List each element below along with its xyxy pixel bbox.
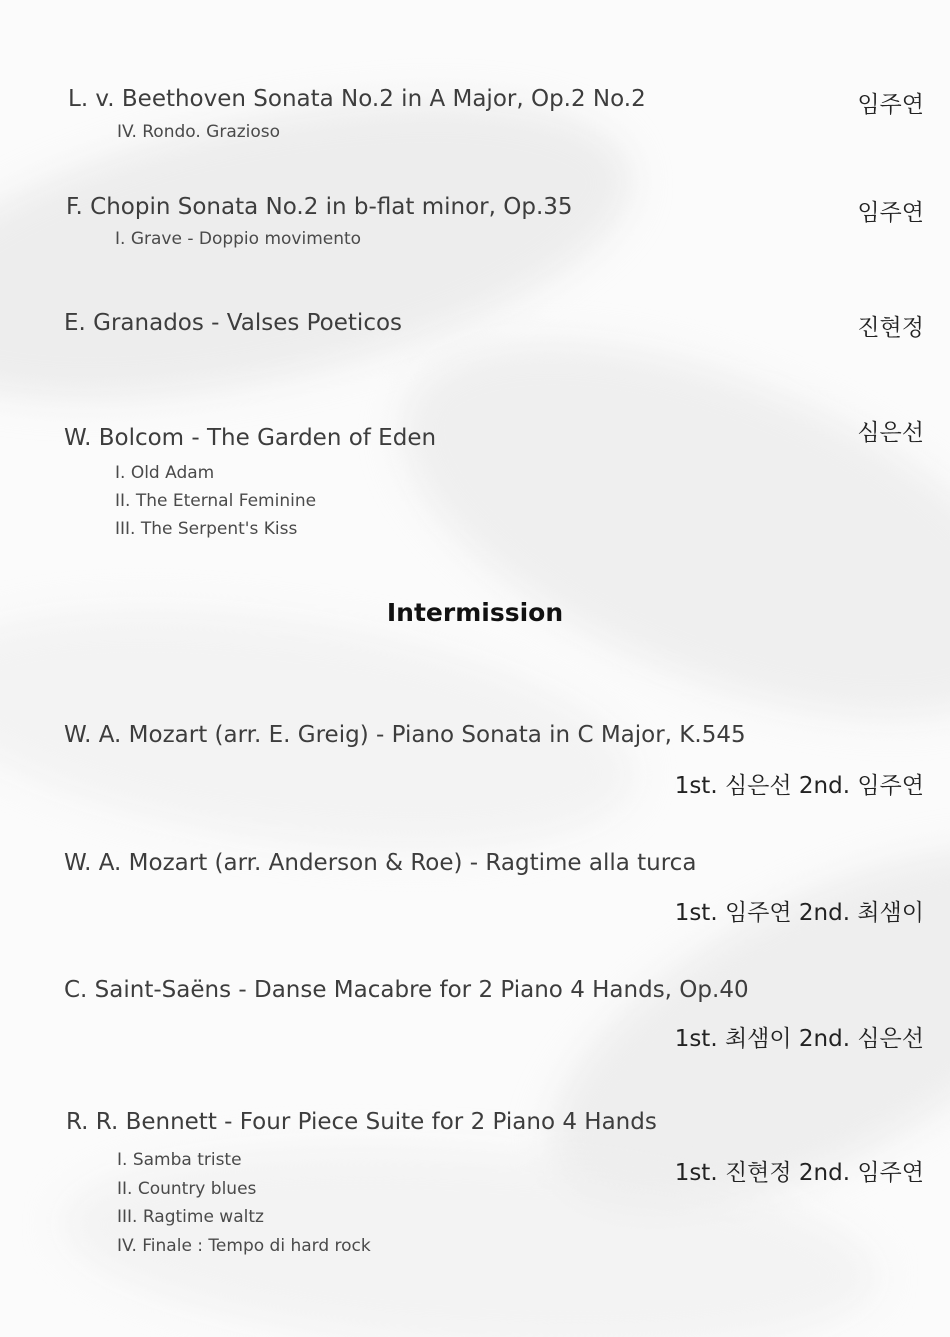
movement-list xyxy=(117,122,280,142)
movement: I. Grave - Doppio movimento xyxy=(115,229,362,249)
movement: IV. Finale : Tempo di hard rock xyxy=(117,1235,371,1256)
movement-list xyxy=(115,229,361,249)
piece-title: W. Bolcom - The Garden of Eden xyxy=(64,425,437,451)
movement-list xyxy=(115,459,316,543)
movement: I. Old Adam xyxy=(115,463,215,483)
performer: 심은선 xyxy=(857,420,924,446)
movement: IV. Rondo. Grazioso xyxy=(117,122,281,142)
performer: 1st. 임주연 2nd. 최샘이 xyxy=(674,900,924,926)
performer: 임주연 xyxy=(857,92,924,118)
piece-title: C. Saint-Saëns - Danse Macabre for 2 Piano 4 Hands, Op.40 xyxy=(64,977,749,1003)
performer: 1st. 진현정 2nd. 임주연 xyxy=(674,1160,924,1186)
performer: 진현정 xyxy=(857,315,924,341)
movement: III. The Serpent's Kiss xyxy=(115,519,298,539)
movement: III. Ragtime waltz xyxy=(117,1207,264,1227)
movement-list xyxy=(117,1146,371,1260)
piece-title: L. v. Beethoven Sonata No.2 in A Major, Op.2 No.2 xyxy=(68,86,646,112)
performer: 1st. 심은선 2nd. 임주연 xyxy=(674,773,924,799)
piece-title: W. A. Mozart (arr. E. Greig) - Piano Sonata in C Major, K.545 xyxy=(64,722,746,748)
movement: II. The Eternal Feminine xyxy=(115,491,317,511)
movement: I. Samba triste xyxy=(117,1150,242,1170)
piece-title: F. Chopin Sonata No.2 in b-flat minor, Op.35 xyxy=(66,194,573,220)
piece-title: W. A. Mozart (arr. Anderson & Roe) - Ragtime alla turca xyxy=(64,850,697,876)
piece-title: R. R. Bennett - Four Piece Suite for 2 Piano 4 Hands xyxy=(66,1109,657,1135)
piece-title: E. Granados - Valses Poeticos xyxy=(64,310,403,336)
performer: 임주연 xyxy=(857,200,924,226)
movement: II. Country blues xyxy=(117,1178,257,1199)
performer: 1st. 최샘이 2nd. 심은선 xyxy=(674,1026,924,1052)
intermission-heading: Intermission xyxy=(386,598,564,627)
